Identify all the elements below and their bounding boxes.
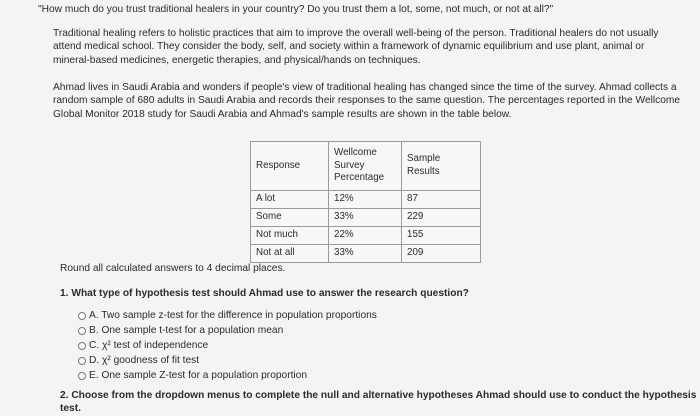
radio-button[interactable] [78,312,86,320]
cell-response: Not at all [251,244,329,262]
rounding-instruction: Round all calculated answers to 4 decimal places. [60,263,286,274]
option-label: B. One sample t-test for a population mean [89,325,284,336]
survey-results-table [250,141,481,263]
cell-percentage: 12% [329,191,402,209]
traditional-healing-paragraph: Traditional healing refers to holistic practices that aim to improve the overall well-being of the person. Traditional healers do not usually attend medical school. They consider the body, self, and society within a framework of dynamic equilibrium and use plant, animal or mineral-based medicines, energetic therapies, and physical/hands on techniques. [53,28,659,66]
option-e[interactable] [78,369,307,382]
cell-response: Some [251,208,329,226]
table-row [251,208,481,226]
table-row [251,244,481,262]
cell-response: Not much [251,226,329,244]
option-c[interactable] [78,339,208,352]
option-label: A. Two sample z-test for the difference in population proportions [89,310,377,321]
radio-button[interactable] [78,327,86,335]
survey-question-text: "How much do you trust traditional healers in your country? Do you trust them a lot, some, not much, or not at all?" [38,4,554,15]
header-wellcome-percentage: Wellcome Survey Percentage [329,142,402,191]
table-row [251,191,481,209]
cell-percentage: 22% [329,226,402,244]
question-1-text: 1. What type of hypothesis test should Ahmad use to answer the research question? [60,288,469,299]
table-header-row [251,142,481,191]
radio-button[interactable] [78,372,86,380]
cell-sample: 229 [402,208,481,226]
cell-sample: 209 [402,244,481,262]
option-d[interactable] [78,354,199,367]
option-label: E. One sample Z-test for a population proportion [89,370,308,381]
ahmad-scenario-paragraph: Ahmad lives in Saudi Arabia and wonders if people's view of traditional healing has changed since the time of the survey. Ahmad collects a random sample of 680 adults in Saudi Arabia and records their responses to the same question. The percentages reported in the Wellcome Global Monitor 2018 study for Saudi Arabia and Ahmad's sample results are shown in the table below. [53,82,681,120]
cell-percentage: 33% [329,244,402,262]
cell-sample: 155 [402,226,481,244]
option-label: D. χ² goodness of fit test [89,355,200,366]
radio-button[interactable] [78,357,86,365]
option-a[interactable] [78,309,377,322]
cell-percentage: 33% [329,208,402,226]
cell-response: A lot [251,191,329,209]
option-label: C. χ² test of independence [89,340,209,351]
question-2-text: 2. Choose from the dropdown menus to complete the null and alternative hypotheses Ahmad should use to conduct the hypothesis test. [60,390,697,415]
table-row [251,226,481,244]
header-sample-results: Sample Results [402,142,481,191]
radio-button[interactable] [78,342,86,350]
option-b[interactable] [78,324,283,337]
cell-sample: 87 [402,191,481,209]
header-response: Response [251,142,329,191]
